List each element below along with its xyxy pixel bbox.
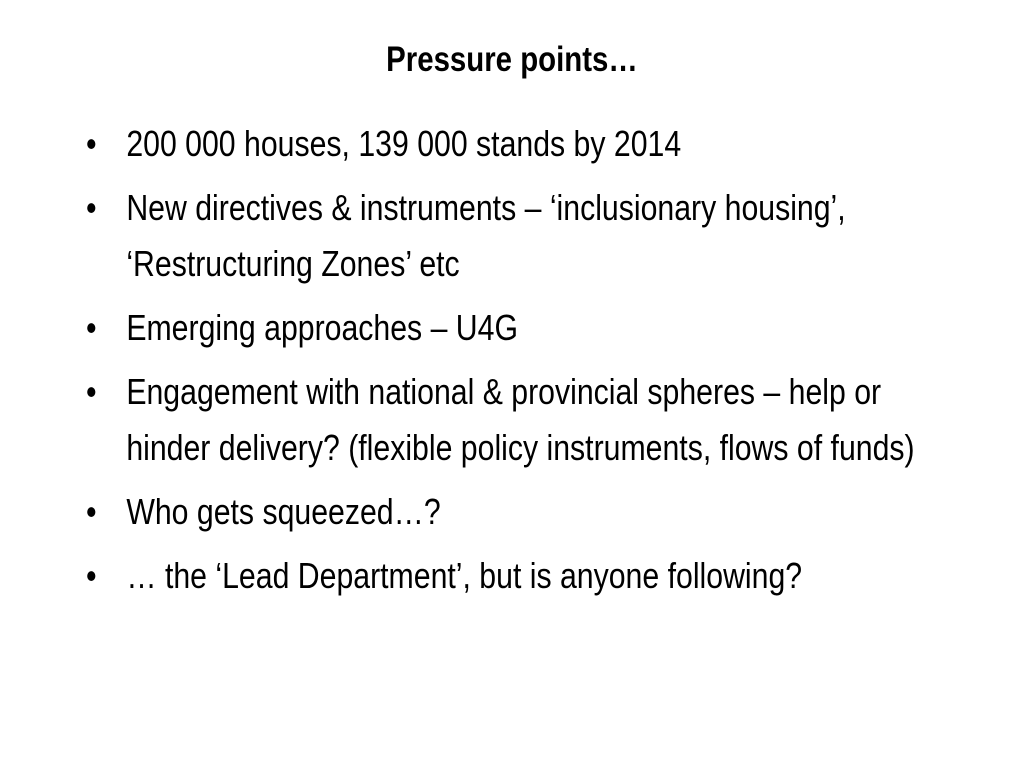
bullet-item (86, 116, 968, 172)
bullet-list (86, 116, 968, 612)
bullet-item (86, 548, 968, 604)
bullet-item (86, 180, 968, 292)
bullet-item (86, 484, 968, 540)
bullet-text: Emerging approaches – U4G (126, 307, 518, 348)
bullet-text: 200 000 houses, 139 000 stands by 2014 (126, 123, 682, 164)
bullet-mark: • (86, 123, 97, 164)
bullet-item (86, 300, 968, 356)
bullet-mark: • (86, 491, 97, 532)
bullet-mark: • (86, 371, 97, 412)
bullet-mark: • (86, 555, 97, 596)
bullet-mark: • (86, 307, 97, 348)
slide-title: Pressure points… (386, 40, 638, 79)
bullet-mark: • (86, 187, 97, 228)
bullet-item (86, 364, 968, 476)
bullet-text: New directives & instruments – ‘inclusionary housing’, ‘Restructuring Zones’ etc (126, 187, 846, 284)
bullet-text: Who gets squeezed…? (126, 491, 441, 532)
bullet-text: … the ‘Lead Department’, but is anyone following? (126, 555, 803, 596)
bullet-text: Engagement with national & provincial spheres – help or hinder delivery? (flexible policy instruments, flows of funds) (126, 371, 915, 468)
